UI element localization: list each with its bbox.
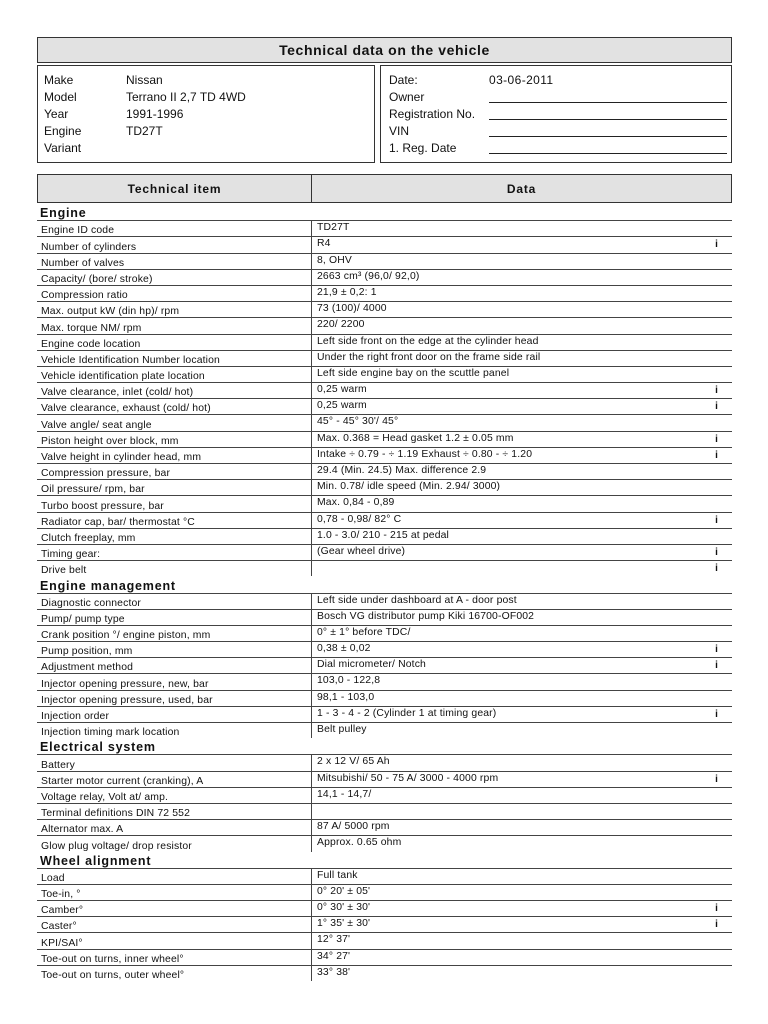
data-value: Max. 0.368 = Head gasket 1.2 ± 0.05 mm bbox=[317, 432, 514, 444]
data-cell bbox=[312, 237, 732, 252]
technical-item-cell: Valve clearance, exhaust (cold/ hot) bbox=[37, 399, 312, 414]
technical-item-cell: Radiator cap, bar/ thermostat °C bbox=[37, 513, 312, 528]
table-row bbox=[37, 835, 732, 851]
technical-item-cell: Injection timing mark location bbox=[37, 723, 312, 738]
info-icon[interactable]: i bbox=[715, 433, 718, 445]
data-value: 103,0 - 122,8 bbox=[317, 675, 381, 687]
data-value: Dial micrometer/ Notch bbox=[317, 659, 426, 671]
table-row bbox=[37, 609, 732, 625]
column-header-data: Data bbox=[506, 181, 537, 196]
technical-item-cell: Timing gear: bbox=[37, 545, 312, 560]
info-icon[interactable]: i bbox=[715, 385, 718, 397]
data-cell bbox=[312, 432, 732, 447]
technical-item-cell: Toe-in, ° bbox=[37, 885, 312, 900]
data-cell bbox=[312, 658, 732, 673]
data-cell bbox=[312, 221, 732, 236]
technical-item-cell: Turbo boost pressure, bar bbox=[37, 496, 312, 511]
table-row bbox=[37, 431, 732, 447]
data-value: TD27T bbox=[317, 222, 350, 234]
data-cell bbox=[312, 383, 732, 398]
data-value: 1.0 - 3.0/ 210 - 215 at pedal bbox=[317, 529, 450, 541]
table-row bbox=[37, 285, 732, 301]
data-value: Left side engine bay on the scuttle panel bbox=[317, 367, 510, 379]
owner-info-label: Registration No. bbox=[389, 106, 476, 121]
vehicle-info-panel bbox=[37, 65, 375, 163]
vehicle-info-value: TD27T bbox=[126, 124, 163, 139]
technical-item-cell: Compression ratio bbox=[37, 286, 312, 301]
data-cell bbox=[312, 464, 732, 479]
technical-item-cell: Battery bbox=[37, 755, 312, 770]
technical-item-cell: Clutch freeplay, mm bbox=[37, 529, 312, 544]
info-icon[interactable]: i bbox=[715, 239, 718, 251]
owner-info-row bbox=[389, 123, 731, 140]
info-icon[interactable]: i bbox=[715, 514, 718, 526]
data-value: 2663 cm³ (96,0/ 92,0) bbox=[317, 270, 420, 282]
technical-item-cell: Drive belt bbox=[37, 561, 312, 576]
table-row bbox=[37, 366, 732, 382]
data-cell bbox=[312, 772, 732, 787]
data-value: 0,25 warm bbox=[317, 384, 367, 396]
data-value: Mitsubishi/ 50 - 75 A/ 3000 - 4000 rpm bbox=[317, 772, 499, 784]
owner-info-panel bbox=[380, 65, 732, 163]
table-row bbox=[37, 398, 732, 414]
data-value: 0° 20' ± 05' bbox=[317, 885, 371, 897]
data-cell bbox=[312, 351, 732, 366]
technical-item-cell: Caster° bbox=[37, 917, 312, 932]
technical-item-cell: Number of cylinders bbox=[37, 237, 312, 252]
technical-item-cell: Glow plug voltage/ drop resistor bbox=[37, 836, 312, 851]
data-value: 14,1 - 14,7/ bbox=[317, 788, 372, 800]
table-row bbox=[37, 317, 732, 333]
technical-item-cell: Toe-out on turns, outer wheel° bbox=[37, 966, 312, 981]
owner-info-label: VIN bbox=[389, 124, 410, 139]
section-title: Electrical system bbox=[40, 740, 156, 755]
technical-item-cell: KPI/SAI° bbox=[37, 933, 312, 948]
data-cell bbox=[312, 513, 732, 528]
data-cell bbox=[312, 480, 732, 495]
data-value: 29.4 (Min. 24.5) Max. difference 2.9 bbox=[317, 465, 487, 476]
data-value: Max. 0,84 - 0,89 bbox=[317, 497, 395, 509]
data-value: Left side under dashboard at A - door post bbox=[317, 594, 517, 606]
info-icon[interactable]: i bbox=[715, 546, 718, 558]
data-value: Bosch VG distributor pump Kiki 16700-OF002 bbox=[317, 610, 535, 622]
data-cell bbox=[312, 561, 732, 576]
info-icon[interactable]: i bbox=[715, 903, 718, 915]
data-value: 21,9 ± 0,2: 1 bbox=[317, 286, 377, 298]
owner-info-label: Date: bbox=[389, 72, 418, 87]
data-cell bbox=[312, 707, 732, 722]
data-cell bbox=[312, 594, 732, 609]
technical-item-cell: Terminal definitions DIN 72 552 bbox=[37, 804, 312, 819]
data-cell bbox=[312, 610, 732, 625]
vehicle-info-row bbox=[44, 71, 374, 88]
data-cell bbox=[312, 901, 732, 916]
data-value: Belt pulley bbox=[317, 724, 367, 735]
data-value: 0° 30' ± 30' bbox=[317, 902, 371, 914]
table-row bbox=[37, 754, 732, 770]
technical-item-cell: Valve clearance, inlet (cold/ hot) bbox=[37, 383, 312, 398]
data-cell bbox=[312, 286, 732, 301]
technical-item-cell: Injection order bbox=[37, 707, 312, 722]
data-cell bbox=[312, 788, 732, 803]
table-row bbox=[37, 560, 732, 576]
technical-item-cell: Starter motor current (cranking), A bbox=[37, 772, 312, 787]
technical-item-cell: Piston height over block, mm bbox=[37, 432, 312, 447]
data-cell bbox=[312, 626, 732, 641]
technical-item-cell: Vehicle identification plate location bbox=[37, 367, 312, 382]
data-cell bbox=[312, 415, 732, 430]
owner-info-row bbox=[389, 88, 731, 105]
data-value: Intake ÷ 0.79 - ÷ 1.19 Exhaust ÷ 0.80 - ÷ 1.20 bbox=[317, 448, 533, 460]
first-registration-field[interactable] bbox=[489, 143, 727, 154]
section-title: Engine management bbox=[40, 578, 176, 593]
registration-field[interactable] bbox=[489, 109, 727, 120]
data-cell bbox=[312, 335, 732, 350]
table-row bbox=[37, 803, 732, 819]
vin-field[interactable] bbox=[489, 126, 727, 137]
vehicle-info-row bbox=[44, 88, 374, 105]
technical-item-cell: Valve height in cylinder head, mm bbox=[37, 448, 312, 463]
data-cell bbox=[312, 755, 732, 770]
table-header bbox=[37, 174, 732, 203]
vehicle-info-label: Engine bbox=[44, 124, 82, 139]
vehicle-info-row bbox=[44, 140, 374, 157]
technical-item-cell: Engine ID code bbox=[37, 221, 312, 236]
data-value: Left side front on the edge at the cylinder head bbox=[317, 335, 539, 347]
owner-info-row bbox=[389, 105, 731, 122]
table-row bbox=[37, 495, 732, 511]
data-value: 0° ± 1° before TDC/ bbox=[317, 626, 411, 638]
vehicle-info-row bbox=[44, 123, 374, 140]
info-icon[interactable]: i bbox=[715, 401, 718, 413]
technical-item-cell: Compression pressure, bar bbox=[37, 464, 312, 479]
technical-item-cell: Load bbox=[37, 869, 312, 884]
data-value: Full tank bbox=[317, 869, 358, 881]
technical-item-cell: Vehicle Identification Number location bbox=[37, 351, 312, 366]
data-cell bbox=[312, 302, 732, 317]
table-row bbox=[37, 414, 732, 430]
table-row bbox=[37, 512, 732, 528]
data-value: Under the right front door on the frame side rail bbox=[317, 351, 541, 363]
vehicle-info-row bbox=[44, 105, 374, 122]
technical-item-cell: Toe-out on turns, inner wheel° bbox=[37, 950, 312, 965]
data-value: 87 A/ 5000 rpm bbox=[317, 821, 390, 833]
data-value: 12° 37' bbox=[317, 934, 351, 946]
table-row bbox=[37, 625, 732, 641]
info-icon[interactable]: i bbox=[715, 708, 718, 720]
table-row bbox=[37, 544, 732, 560]
data-value: Approx. 0.65 ohm bbox=[317, 837, 402, 849]
table-row bbox=[37, 528, 732, 544]
data-value: 1° 35' ± 30' bbox=[317, 918, 371, 930]
data-cell bbox=[312, 836, 732, 851]
technical-item-cell: Pump/ pump type bbox=[37, 610, 312, 625]
data-cell bbox=[312, 966, 732, 981]
table-row bbox=[37, 932, 732, 948]
table-row bbox=[37, 706, 732, 722]
table-row bbox=[37, 253, 732, 269]
data-value: 0,38 ± 0,02 bbox=[317, 643, 371, 655]
data-cell bbox=[312, 529, 732, 544]
table-row bbox=[37, 334, 732, 350]
data-value: 2 x 12 V/ 65 Ah bbox=[317, 756, 390, 768]
date-value: 03-06-2011 bbox=[489, 72, 554, 87]
data-value: 45° - 45° 30'/ 45° bbox=[317, 416, 399, 428]
page-title: Technical data on the vehicle bbox=[37, 37, 732, 63]
table-row bbox=[37, 722, 732, 738]
table-row bbox=[37, 673, 732, 689]
technical-data-table bbox=[37, 204, 732, 981]
table-row bbox=[37, 965, 732, 981]
data-cell bbox=[312, 367, 732, 382]
data-value: R4 bbox=[317, 238, 331, 250]
data-cell bbox=[312, 804, 732, 819]
technical-item-cell: Injector opening pressure, used, bar bbox=[37, 691, 312, 706]
table-row bbox=[37, 884, 732, 900]
technical-item-cell: Injector opening pressure, new, bar bbox=[37, 674, 312, 689]
table-row bbox=[37, 641, 732, 657]
data-cell bbox=[312, 448, 732, 463]
data-value: 220/ 2200 bbox=[317, 319, 365, 331]
data-cell bbox=[312, 674, 732, 689]
data-cell bbox=[312, 691, 732, 706]
table-row bbox=[37, 771, 732, 787]
data-value: Min. 0.78/ idle speed (Min. 2.94/ 3000) bbox=[317, 481, 501, 493]
vehicle-info-value: Nissan bbox=[126, 72, 163, 87]
data-cell bbox=[312, 917, 732, 932]
data-cell bbox=[312, 933, 732, 948]
technical-item-cell: Capacity/ (bore/ stroke) bbox=[37, 270, 312, 285]
technical-item-cell: Oil pressure/ rpm, bar bbox=[37, 480, 312, 495]
vehicle-info-label: Make bbox=[44, 72, 74, 87]
table-row bbox=[37, 236, 732, 252]
table-row bbox=[37, 269, 732, 285]
table-row bbox=[37, 787, 732, 803]
table-row bbox=[37, 220, 732, 236]
vehicle-info-label: Year bbox=[44, 106, 69, 121]
data-value: 0,25 warm bbox=[317, 400, 367, 412]
vehicle-info-label: Model bbox=[44, 89, 77, 104]
data-cell bbox=[312, 869, 732, 884]
technical-item-cell: Pump position, mm bbox=[37, 642, 312, 657]
technical-item-cell: Valve angle/ seat angle bbox=[37, 415, 312, 430]
technical-item-cell: Max. output kW (din hp)/ rpm bbox=[37, 302, 312, 317]
table-row bbox=[37, 949, 732, 965]
owner-info-label: Owner bbox=[389, 89, 425, 104]
technical-item-cell: Crank position °/ engine piston, mm bbox=[37, 626, 312, 641]
technical-item-cell: Diagnostic connector bbox=[37, 594, 312, 609]
table-row bbox=[37, 657, 732, 673]
data-cell bbox=[312, 399, 732, 414]
table-row bbox=[37, 593, 732, 609]
data-cell bbox=[312, 885, 732, 900]
technical-item-cell: Camber° bbox=[37, 901, 312, 916]
data-cell bbox=[312, 820, 732, 835]
table-row bbox=[37, 690, 732, 706]
technical-item-cell: Adjustment method bbox=[37, 658, 312, 673]
data-cell bbox=[312, 545, 732, 560]
section-title: Wheel alignment bbox=[40, 853, 152, 868]
data-value: 1 - 3 - 4 - 2 (Cylinder 1 at timing gear) bbox=[317, 707, 497, 719]
table-row bbox=[37, 382, 732, 398]
section-title: Engine bbox=[40, 206, 87, 221]
technical-item-cell: Alternator max. A bbox=[37, 820, 312, 835]
column-header-item: Technical item bbox=[38, 175, 312, 202]
technical-item-cell: Max. torque NM/ rpm bbox=[37, 318, 312, 333]
info-icon[interactable]: i bbox=[715, 773, 718, 785]
data-value: 73 (100)/ 4000 bbox=[317, 303, 387, 315]
data-cell bbox=[312, 723, 732, 738]
table-row bbox=[37, 868, 732, 884]
table-row bbox=[37, 916, 732, 932]
data-cell bbox=[312, 496, 732, 511]
data-cell bbox=[312, 270, 732, 285]
table-row bbox=[37, 447, 732, 463]
info-icon[interactable]: i bbox=[715, 660, 718, 672]
data-cell bbox=[312, 642, 732, 657]
data-value: 0,78 - 0,98/ 82° C bbox=[317, 513, 402, 525]
vehicle-info-label: Variant bbox=[44, 141, 82, 156]
technical-item-cell: Engine code location bbox=[37, 335, 312, 350]
data-value: (Gear wheel drive) bbox=[317, 545, 406, 557]
vehicle-info-value: Terrano II 2,7 TD 4WD bbox=[126, 89, 246, 104]
owner-info-label: 1. Reg. Date bbox=[389, 141, 457, 156]
owner-info-row bbox=[389, 140, 731, 157]
info-icon[interactable]: i bbox=[715, 644, 718, 656]
data-value: 98,1 - 103,0 bbox=[317, 691, 375, 703]
data-value: 34° 27' bbox=[317, 950, 351, 962]
info-icon[interactable]: i bbox=[715, 563, 718, 575]
data-cell bbox=[312, 318, 732, 333]
info-icon[interactable]: i bbox=[715, 449, 718, 461]
technical-item-cell: Number of valves bbox=[37, 254, 312, 269]
table-row bbox=[37, 301, 732, 317]
data-value: 33° 38' bbox=[317, 966, 351, 978]
info-icon[interactable]: i bbox=[715, 919, 718, 931]
data-cell bbox=[312, 254, 732, 269]
table-row bbox=[37, 819, 732, 835]
table-row bbox=[37, 900, 732, 916]
table-row bbox=[37, 479, 732, 495]
data-cell bbox=[312, 950, 732, 965]
technical-item-cell: Voltage relay, Volt at/ amp. bbox=[37, 788, 312, 803]
data-value: 8, OHV bbox=[317, 254, 352, 266]
owner-field[interactable] bbox=[489, 92, 727, 103]
owner-info-row bbox=[389, 71, 731, 88]
table-row bbox=[37, 463, 732, 479]
table-row bbox=[37, 350, 732, 366]
vehicle-info-value: 1991-1996 bbox=[126, 106, 184, 121]
